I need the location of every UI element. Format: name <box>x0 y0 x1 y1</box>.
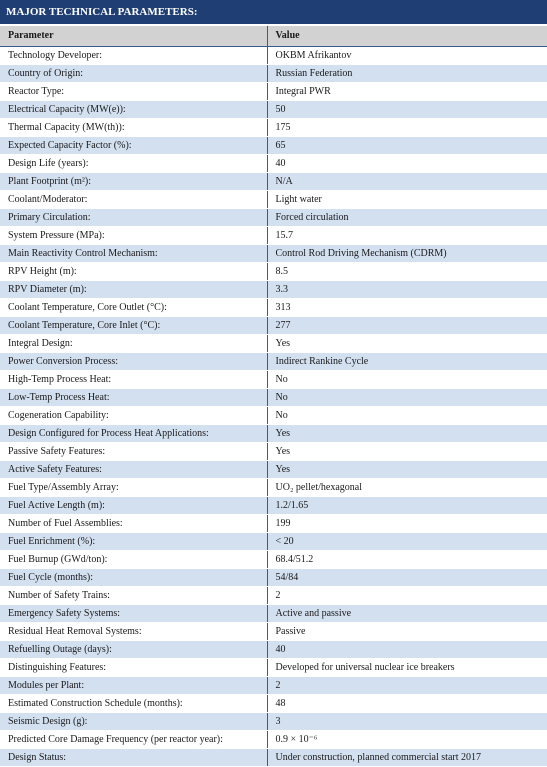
table-row <box>0 515 547 533</box>
value-cell: Russian Federation <box>267 65 547 83</box>
value-cell: 313 <box>267 299 547 317</box>
table-row <box>0 461 547 479</box>
table-row <box>0 209 547 227</box>
table-row <box>0 335 547 353</box>
value-cell: 54/84 <box>267 569 547 587</box>
table-row <box>0 749 547 767</box>
table-row <box>0 623 547 641</box>
parameter-cell: Active Safety Features: <box>0 461 267 479</box>
parameter-cell: System Pressure (MPa): <box>0 227 267 245</box>
value-cell: Yes <box>267 443 547 461</box>
value-cell: Yes <box>267 425 547 443</box>
header-parameter: Parameter <box>0 26 267 47</box>
table-row <box>0 587 547 605</box>
table-row <box>0 551 547 569</box>
table-row <box>0 119 547 137</box>
parameter-cell: Main Reactivity Control Mechanism: <box>0 245 267 263</box>
table-row <box>0 281 547 299</box>
value-cell: 175 <box>267 119 547 137</box>
parameter-cell: Design Status: <box>0 749 267 767</box>
value-cell: 68.4/51.2 <box>267 551 547 569</box>
value-cell: No <box>267 407 547 425</box>
table-row <box>0 317 547 335</box>
parameter-cell: Technology Developer: <box>0 47 267 65</box>
value-cell: 0.9 × 10⁻⁶ <box>267 731 547 749</box>
value-cell: Control Rod Driving Mechanism (CDRM) <box>267 245 547 263</box>
table-row <box>0 713 547 731</box>
parameter-cell: Coolant Temperature, Core Outlet (°C): <box>0 299 267 317</box>
value-cell: Yes <box>267 461 547 479</box>
parameter-cell: Plant Footprint (m²): <box>0 173 267 191</box>
table-row <box>0 227 547 245</box>
parameter-cell: Predicted Core Damage Frequency (per reactor year): <box>0 731 267 749</box>
value-cell: 3 <box>267 713 547 731</box>
table-row <box>0 533 547 551</box>
parameter-cell: Coolant Temperature, Core Inlet (°C): <box>0 317 267 335</box>
table-row <box>0 443 547 461</box>
table-row <box>0 137 547 155</box>
value-cell: UO₂ pellet/hexagonal <box>267 479 547 497</box>
parameter-cell: Fuel Burnup (GWd/ton): <box>0 551 267 569</box>
parameter-cell: Primary Circulation: <box>0 209 267 227</box>
table-row <box>0 605 547 623</box>
parameter-cell: Modules per Plant: <box>0 677 267 695</box>
value-cell: 65 <box>267 137 547 155</box>
parameter-cell: Number of Fuel Assemblies: <box>0 515 267 533</box>
table-row <box>0 299 547 317</box>
parameter-cell: High-Temp Process Heat: <box>0 371 267 389</box>
table-row <box>0 191 547 209</box>
parameter-cell: Passive Safety Features: <box>0 443 267 461</box>
parameter-cell: Coolant/Moderator: <box>0 191 267 209</box>
value-cell: 2 <box>267 677 547 695</box>
parameter-cell: Country of Origin: <box>0 65 267 83</box>
parameter-cell: Distinguishing Features: <box>0 659 267 677</box>
table-row <box>0 479 547 497</box>
section-title: MAJOR TECHNICAL PARAMETERS: <box>0 0 547 24</box>
value-cell: Light water <box>267 191 547 209</box>
table-row <box>0 173 547 191</box>
table-row <box>0 371 547 389</box>
parameter-cell: Residual Heat Removal Systems: <box>0 623 267 641</box>
parameter-cell: Electrical Capacity (MW(e)): <box>0 101 267 119</box>
value-cell: Yes <box>267 335 547 353</box>
value-cell: 48 <box>267 695 547 713</box>
parameter-cell: Seismic Design (g): <box>0 713 267 731</box>
table-row <box>0 677 547 695</box>
parameter-cell: Fuel Active Length (m): <box>0 497 267 515</box>
parameter-cell: Reactor Type: <box>0 83 267 101</box>
table-row <box>0 641 547 659</box>
header-value: Value <box>267 26 547 47</box>
parameter-cell: Fuel Type/Assembly Array: <box>0 479 267 497</box>
table-row <box>0 101 547 119</box>
value-cell: 8.5 <box>267 263 547 281</box>
value-cell: 3.3 <box>267 281 547 299</box>
table-row <box>0 263 547 281</box>
table-row <box>0 659 547 677</box>
table-row <box>0 695 547 713</box>
table-row <box>0 407 547 425</box>
value-cell: 199 <box>267 515 547 533</box>
table-row <box>0 245 547 263</box>
parameter-cell: RPV Diameter (m): <box>0 281 267 299</box>
value-cell: 40 <box>267 641 547 659</box>
value-cell: No <box>267 371 547 389</box>
parameter-cell: Refuelling Outage (days): <box>0 641 267 659</box>
table-row <box>0 569 547 587</box>
value-cell: < 20 <box>267 533 547 551</box>
value-cell: 50 <box>267 101 547 119</box>
value-cell: No <box>267 389 547 407</box>
table-row <box>0 389 547 407</box>
parameter-cell: Thermal Capacity (MW(th)): <box>0 119 267 137</box>
parameter-cell: Fuel Cycle (months): <box>0 569 267 587</box>
value-cell: N/A <box>267 173 547 191</box>
value-cell: 2 <box>267 587 547 605</box>
parameters-table <box>0 26 547 767</box>
value-cell: 277 <box>267 317 547 335</box>
value-cell: Forced circulation <box>267 209 547 227</box>
value-cell: Indirect Rankine Cycle <box>267 353 547 371</box>
value-cell: 15.7 <box>267 227 547 245</box>
table-row <box>0 353 547 371</box>
parameter-cell: Emergency Safety Systems: <box>0 605 267 623</box>
table-row <box>0 65 547 83</box>
parameter-cell: Power Conversion Process: <box>0 353 267 371</box>
parameter-cell: Design Life (years): <box>0 155 267 173</box>
table-row <box>0 47 547 65</box>
parameter-cell: Integral Design: <box>0 335 267 353</box>
value-cell: Developed for universal nuclear ice breakers <box>267 659 547 677</box>
parameter-cell: Design Configured for Process Heat Applications: <box>0 425 267 443</box>
table-body <box>0 47 547 767</box>
value-cell: Integral PWR <box>267 83 547 101</box>
table-row <box>0 83 547 101</box>
value-cell: 40 <box>267 155 547 173</box>
parameter-cell: Low-Temp Process Heat: <box>0 389 267 407</box>
value-cell: OKBM Afrikantov <box>267 47 547 65</box>
parameter-cell: Cogeneration Capability: <box>0 407 267 425</box>
table-row <box>0 731 547 749</box>
parameter-cell: Expected Capacity Factor (%): <box>0 137 267 155</box>
value-cell: Under construction, planned commercial start 2017 <box>267 749 547 767</box>
value-cell: Passive <box>267 623 547 641</box>
parameter-cell: Fuel Enrichment (%): <box>0 533 267 551</box>
table-row <box>0 155 547 173</box>
parameter-cell: RPV Height (m): <box>0 263 267 281</box>
table-header-row <box>0 26 547 47</box>
parameter-cell: Number of Safety Trains: <box>0 587 267 605</box>
value-cell: Active and passive <box>267 605 547 623</box>
value-cell: 1.2/1.65 <box>267 497 547 515</box>
table-row <box>0 425 547 443</box>
parameter-cell: Estimated Construction Schedule (months): <box>0 695 267 713</box>
table-row <box>0 497 547 515</box>
